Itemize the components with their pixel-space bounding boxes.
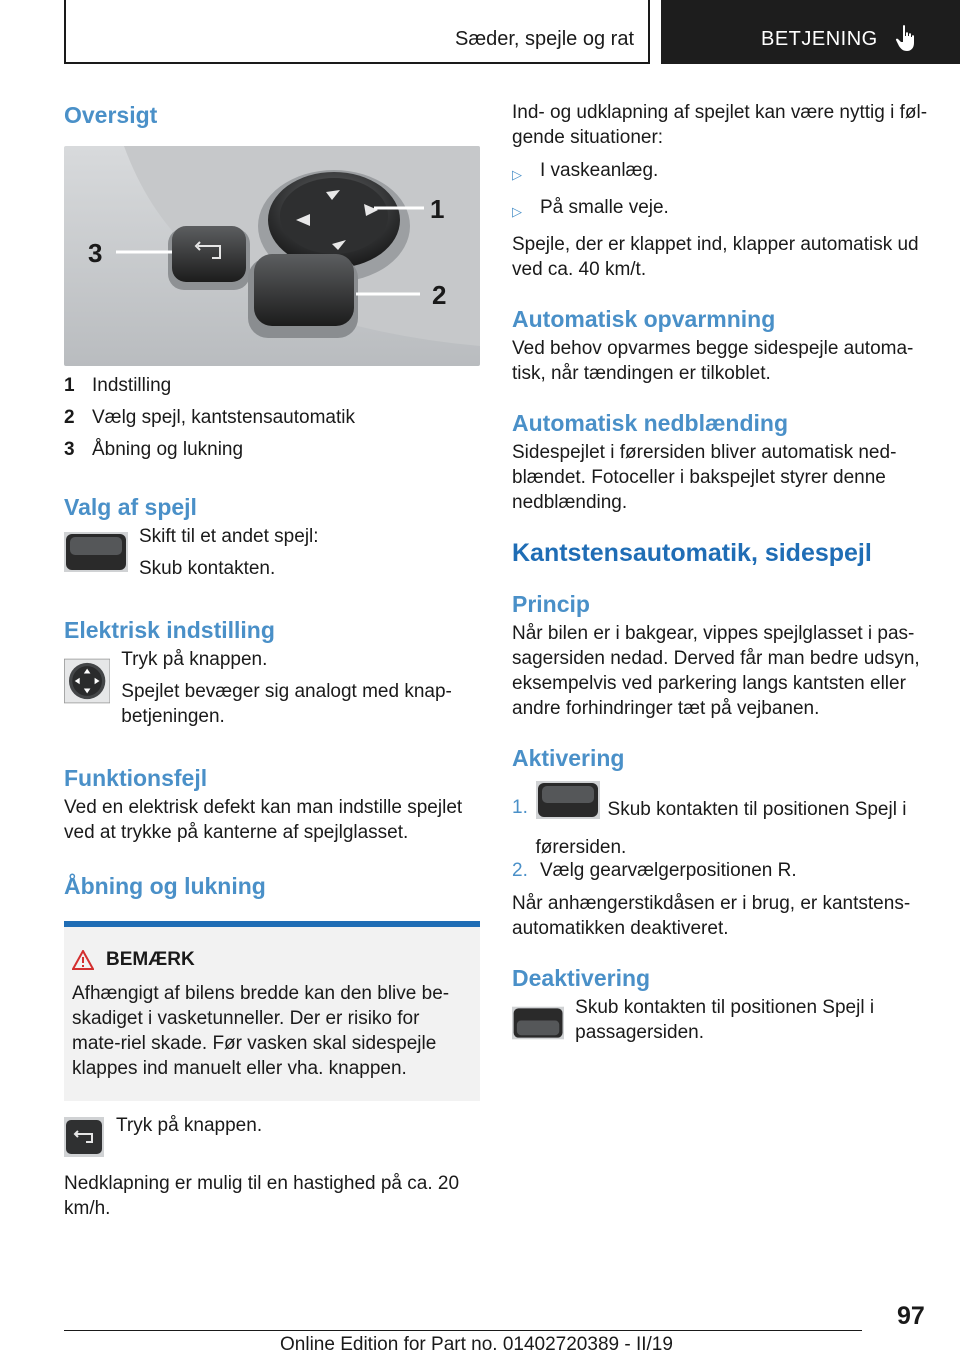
bullet-triangle-icon: ▷ [512,167,522,182]
hand-pointer-icon [895,24,917,52]
heading-deaktivering: Deaktivering [512,965,651,991]
heading-automatisk-nedblaending: Automatisk nedblænding [512,410,788,436]
photo-callout-1: 1 [430,194,445,224]
chapter-tab [661,0,960,64]
heading-princip: Princip [512,591,590,617]
heading-funktionsfejl: Funktionsfejl [64,765,208,791]
step-item [512,858,928,883]
auto-text: Spejle, der er klappet ind, klapper automatisk ud ved ca. 40 km/t. [512,234,919,280]
legend-item [64,373,480,398]
mirror-switch-photo [64,146,480,366]
step-item [512,781,928,858]
step-number: 2. [512,860,528,881]
aktiv-note: Når anhængerstikdåsen er i brug, er kantstens-automatikken deaktiveret. [512,893,911,939]
mirror-select-switch-icon [536,781,600,819]
chapter-title: BETJENING [761,28,878,50]
tryk-section [64,1113,480,1157]
notice-header [72,949,472,971]
bullet-triangle-icon: ▷ [512,204,522,219]
elektrisk-text [121,647,480,729]
legend-text: Vælg spejl, kantstensautomatik [92,407,355,428]
legend-number: 2 [64,407,75,428]
mirror-select-switch-icon [512,1003,564,1043]
valg-line: Skift til et andet spejl: [139,526,319,547]
legend-text: Åbning og lukning [92,439,244,460]
legend-item [64,405,480,430]
valg-section [64,524,480,581]
nedklap-text: Nedklapning er mulig til en hastighed på ca. 20 km/h. [64,1173,460,1219]
legend-number: 3 [64,439,75,460]
legend-number: 1 [64,375,75,396]
warning-triangle-icon [72,950,94,970]
elektrisk-line: Tryk på knappen. [121,649,268,670]
deaktiv-section [512,995,928,1045]
valg-line: Skub kontakten. [139,558,276,579]
valg-text [139,524,319,581]
bullet-list [512,158,928,224]
bullet-item [512,158,928,187]
heading-kantstensautomatik: Kantstensautomatik, sidespejl [512,539,872,567]
legend-text: Indstilling [92,375,172,396]
heading-elektrisk-indstilling: Elektrisk indstilling [64,617,275,643]
heading-oversigt: Oversigt [64,102,158,128]
legend-list [64,373,480,462]
mirror-select-switch-icon [64,532,128,572]
left-column [64,100,480,1221]
heading-aabning-og-lukning: Åbning og lukning [64,873,266,899]
page-header [64,0,960,64]
intro-text: Ind- og udklapning af spejlet kan være nyttig i føl-gende situationer: [512,102,928,148]
step-text: Skub kontakten til positionen Spejl i førersiden. [535,799,907,858]
princip-text: Når bilen er i bakgear, vippes spejlglasset i pas-sagersiden nedad. Derved får man bedre udsyn, eksempelvis ved parkering langs kantsten eller andre forhindringer tæt på vejbanen. [512,623,920,719]
step-text: Vælg gearvælgerpositionen R. [540,860,797,881]
page-number: 97 [897,1302,925,1330]
heading-automatisk-opvarmning: Automatisk opvarmning [512,306,776,332]
notice-title: BEMÆRK [106,949,195,970]
elektrisk-line: Spejlet bevæger sig analogt med knap-betjeningen. [121,681,452,727]
right-column [512,100,928,1045]
funktion-text: Ved en elektrisk defekt kan man indstille spejlet ved at trykke på kanterne af spejlglasset. [64,797,463,843]
step-body [535,781,928,858]
notice-text: Afhængigt af bilens bredde kan den blive be-skadiget i vasketunneller. Der er risiko for mate-riel skade. Før vasken skal sidespejle klappes ind manuelt eller vha. knappen. [72,983,450,1079]
section-title: Sæder, spejle og rat [455,28,634,50]
heading-aktivering: Aktivering [512,745,625,771]
bullet-text: På smalle veje. [540,197,669,218]
notice-box [64,921,480,1101]
deaktiv-text: Skub kontakten til positionen Spejl i passagersiden. [575,997,875,1043]
step-number: 1. [512,797,528,818]
opvarm-text: Ved behov opvarmes begge sidespejle automa-tisk, når tændingen er tilkoblet. [512,338,914,384]
footer-divider [64,1330,862,1331]
footer-edition: Online Edition for Part no. 01402720389 - II/19 [280,1334,673,1355]
nedbl-text: Sidespejlet i førersiden bliver automatisk ned-blændet. Fotoceller i bakspejlet styrer denne nedblænding. [512,442,897,513]
heading-valg-af-spejl: Valg af spejl [64,494,197,520]
legend-item [64,437,480,462]
direction-pad-icon [64,654,110,708]
section-tab [64,0,650,64]
elektrisk-section [64,647,480,729]
tryk-text: Tryk på knappen. [116,1115,263,1136]
mirror-fold-button-icon [64,1117,104,1157]
bullet-item [512,195,928,224]
bullet-text: I vaskeanlæg. [540,160,659,181]
photo-callout-2: 2 [432,280,447,310]
photo-callout-3: 3 [88,238,103,268]
